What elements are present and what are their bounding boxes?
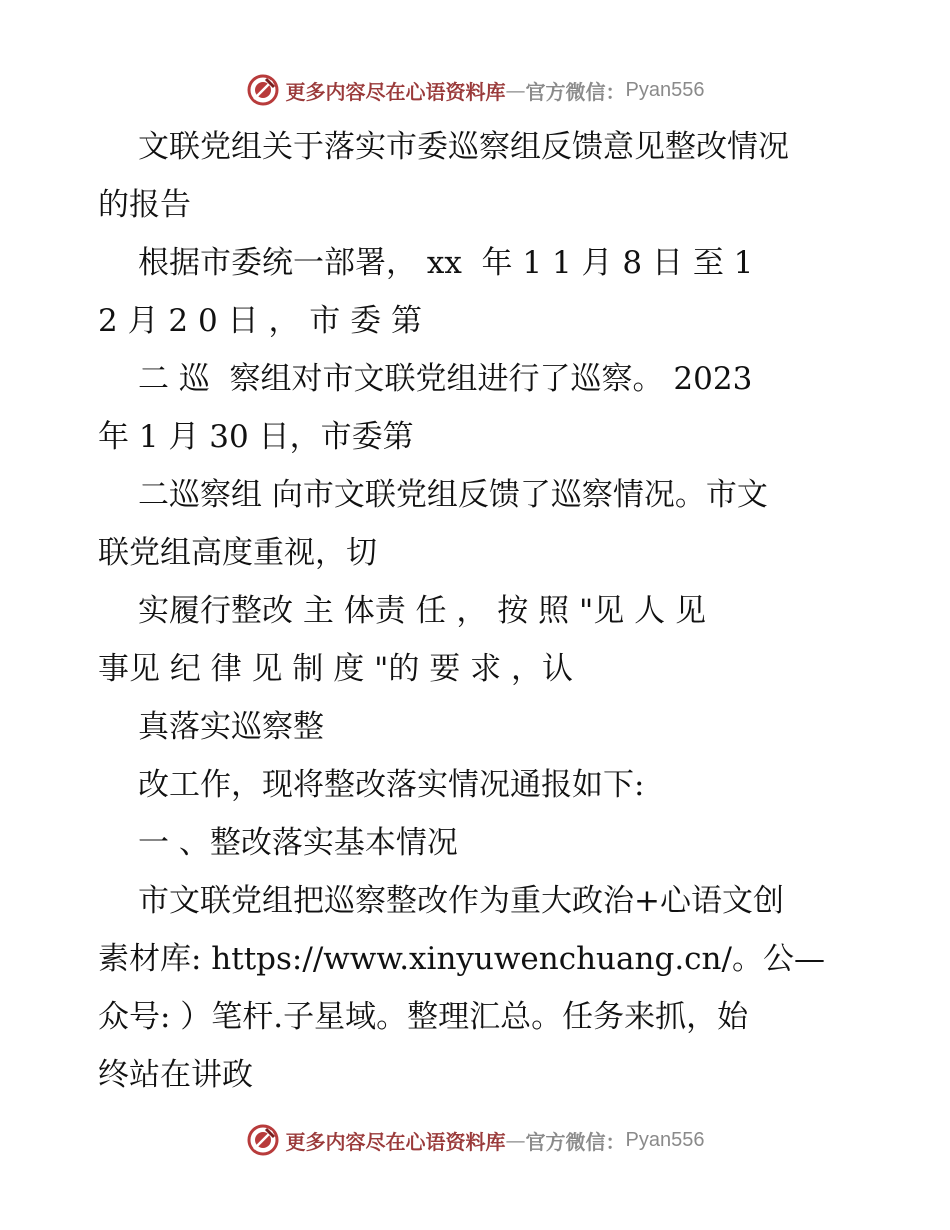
document-line: 联党组高度重视，切 xyxy=(98,535,377,571)
banner-site-text: 更多内容尽在心语资料库 xyxy=(285,79,506,104)
document-line: 终站在讲政 xyxy=(98,1057,253,1093)
banner-dash: — xyxy=(505,78,526,102)
document-line: 事见 纪 律 见 制 度 "的 要 求 ，认 xyxy=(98,651,573,687)
banner-wechat-id: Pyan556 xyxy=(625,1128,705,1151)
document-line: 二巡察组 向市文联党组反馈了巡察情况。市文 xyxy=(138,477,768,513)
document-line: 根据市委统一部署， xx 年 1 1 月 8 日 至 1 xyxy=(138,245,754,281)
brand-logo-icon xyxy=(246,73,280,107)
banner-site-text: 更多内容尽在心语资料库 xyxy=(285,1129,506,1154)
banner-wechat-label: 官方微信： xyxy=(525,1129,626,1154)
document-line: 2 月 2 0 日 ， 市 委 第 xyxy=(98,303,423,339)
footer-banner xyxy=(0,1120,950,1160)
document-line: 一 、整改落实基本情况 xyxy=(138,825,458,861)
document-line: 素材库: https://www.xinyuwenchuang.cn/。公— xyxy=(98,941,825,977)
document-line: 真落实巡察整 xyxy=(138,709,324,745)
header-banner xyxy=(0,70,950,110)
banner-wechat-id: Pyan556 xyxy=(625,78,705,101)
document-line: 众号: ）笔杆.子星域。整理汇总。任务来抓，始 xyxy=(98,999,749,1035)
document-line: 实履行整改 主 体责 任 ， 按 照 "见 人 见 xyxy=(138,593,706,629)
document-line: 二 巡 察组对市文联党组进行了巡察。 2023 xyxy=(138,361,753,397)
document-body xyxy=(98,118,858,1104)
banner-wechat-label: 官方微信： xyxy=(525,79,626,104)
document-line: 年 1 月 30 日，市委第 xyxy=(98,419,414,455)
document-line: 改工作，现将整改落实情况通报如下: xyxy=(138,767,645,803)
banner-dash: — xyxy=(505,1128,526,1152)
document-line: 的报告 xyxy=(98,187,191,223)
document-line: 市文联党组把巡察整改作为重大政治+心语文创 xyxy=(138,883,784,919)
document-line: 文联党组关于落实市委巡察组反馈意见整改情况 xyxy=(138,129,789,165)
brand-logo-icon xyxy=(246,1123,280,1157)
